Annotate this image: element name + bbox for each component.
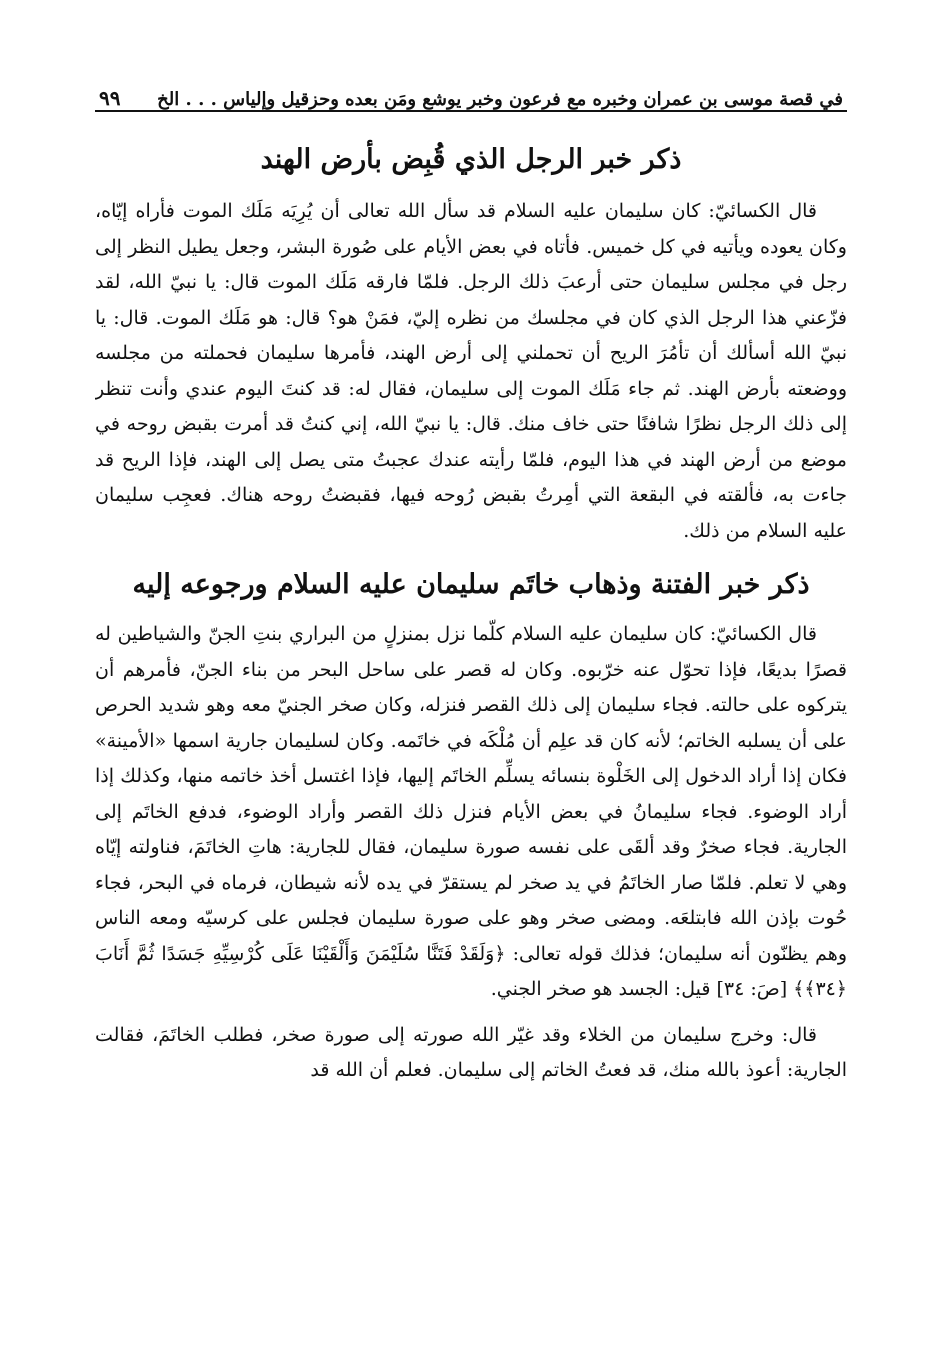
paragraph <box>95 617 847 1008</box>
section-man-taken-in-india <box>95 140 847 549</box>
paragraph-text-after-verse: قيل: الجسد هو صخر الجني. <box>490 978 711 1000</box>
book-page <box>95 68 847 1358</box>
section-solomon-ring <box>95 565 847 1089</box>
running-title: في قصة موسى بن عمران وخبره مع فرعون وخبر يوشع ومَن بعده وحزقيل وإلياس . . . الخ <box>157 89 843 110</box>
section-heading: ذكر خبر الرجل الذي قُبِض بأرض الهند <box>260 144 682 175</box>
running-header <box>95 68 847 112</box>
page-number: ٩٩ <box>99 86 121 110</box>
verse-reference: [صَ: ٣٤] <box>716 978 788 1000</box>
paragraph: قال: وخرج سليمان من الخلاء وقد غيّر الله صورته إلى صورة صخر، فطلب الخاتَمَ، فقالت الجارية: أعوذ بالله منك، قد فعتُ الخاتم إلى سليمان. فعلم أن الله قد <box>95 1023 847 1081</box>
paragraph-text: قال الكسائيّ: كان سليمان عليه السلام كلّما نزل بمنزلٍ من البراري بنتِ الجنّ والشياطين له قصرًا بديعًا، فإذا تحوّل عنه خرّبوه. وكان له قصر على ساحل البحر من بناء الجنّ، فأمرهم أن يتركوه على حالته. فجاء سليمان إلى ذلك القصر فنزله، وكان صخر الجنيّ معه وهو شديد الحرص على أن يسلبه الخاتم؛ لأنه كان قد علِم أن مُلْكَه في خاتَمه. وكان لسليمان جارية اسمها «الأمينة» فكان إذا أراد الدخول إلى الخَلْوة بنسائه يسلِّم الخاتَم إليها، فإذا اغتسل أخذ خاتمه منها، وكذلك إذا أراد الوضوء. فجاء سليمانُ في بعض الأيام فنزل ذلك القصر وأراد الوضوء، فدفع الخاتَم إلى الجارية. فجاء صخرٌ وقد ألقَى على نفسه صورة سليمان، فقال للجارية: هاتِ الخاتَمَ، فناولته إيّاه وهي لا تعلم. فلمّا صار الخاتَمُ في يد صخر لم يستقرّ في يده لأنه شيطان، فرماه في البحر، فجاء حُوت بإذن الله فابتلعَه. ومضى صخر وهو على صورة سليمان فجلس على كرسيّه ومعه الناس وهم يظنّون أنه سليمان؛ فذلك قوله تعالى: <box>95 623 847 965</box>
quran-verse: ﴿وَلَقَدْ فَتَنَّا سُلَيْمَنَ وَأَلْقَيْنَا عَلَى كُرْسِيِّهِ جَسَدًا ثُمَّ أَنَابَ ﴿٣٤﴾﴾ <box>95 942 847 1000</box>
section-heading: ذكر خبر الفتنة وذهاب خاتَم سليمان عليه السلام ورجوعه إليه <box>132 569 810 600</box>
paragraph: قال الكسائيّ: كان سليمان عليه السلام قد سأل الله تعالى أن يُرِيَه مَلَك الموت فأراه إيّاه، وكان يعوده ويأتيه في كل خميس. فأتاه في بعض الأيام على صُورة البشر، وجعل يطيل النظر إلى رجل في مجلس سليمان حتى أرعبَ ذلك الرجل. فلمّا فارقه مَلَك الموت قال: يا نبيّ الله، لقد فزّعني هذا الرجل الذي كان في مجلسك من نظره إليّ، فمَنْ هو؟ قال: هو مَلَك الموت. قال: يا نبيّ الله أسألك أن تأمُرَ الريح أن تحملني إلى أرض الهند، فأمرها سليمان فحملته من مجلسه ووضعته بأرض الهند. ثم جاء مَلَك الموت إلى سليمان، فقال له: قد كنتَ اليوم عندي وأنت تنظر إلى ذلك الرجل نظرًا شافنًا حتى خاف منك. قال: يا نبيّ الله، إني كنتُ قد أمرت بقبض روحه في موضع من أرض الهند في هذا اليوم، فلمّا رأيته عندك عجبتُ متى يصل إلى الهند، فإذا الريح قد جاءت به، فألقته في البقعة التي أمِرتُ بقبض رُوحه فيها، فقبضتُ روحه هناك. فعجِب سليمان عليه السلام من ذلك. <box>95 200 847 542</box>
